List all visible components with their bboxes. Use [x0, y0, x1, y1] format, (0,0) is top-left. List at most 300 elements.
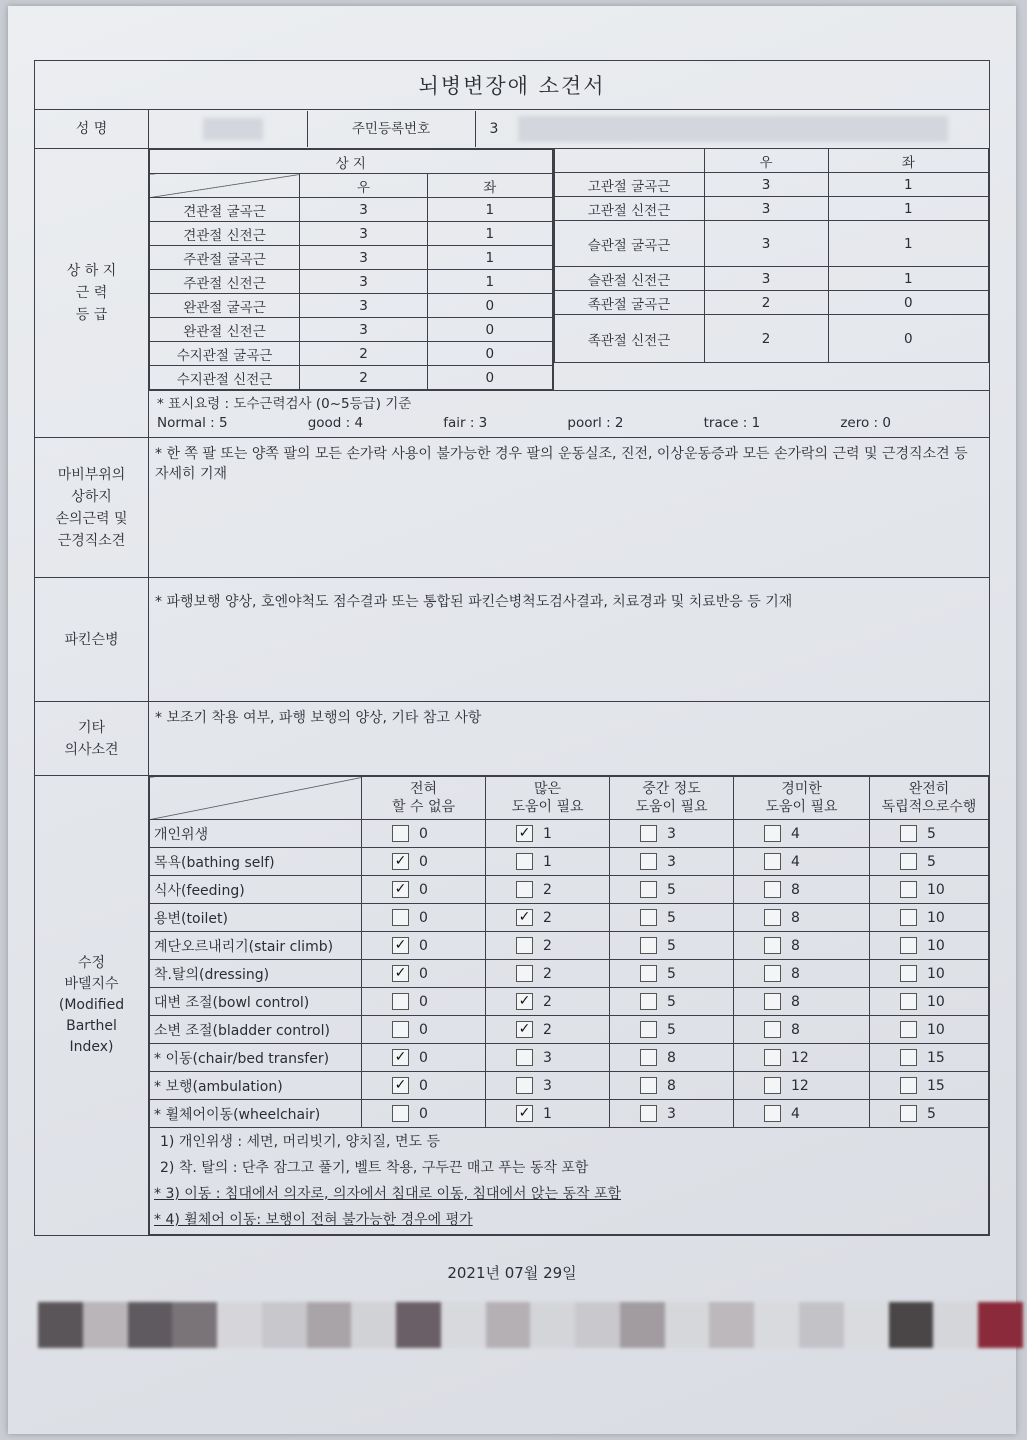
left-grade: 0: [828, 291, 989, 315]
score-value: 8: [791, 993, 800, 1010]
table-row: [150, 198, 553, 222]
score-checkbox[interactable]: [764, 1021, 781, 1038]
score-checkbox[interactable]: [764, 825, 781, 842]
right-grade: 3: [300, 318, 428, 342]
footnote-4: * 4) 휠체어 이동: 보행이 전혀 불가능한 경우에 평가: [154, 1212, 473, 1228]
score-checkbox[interactable]: [764, 853, 781, 870]
right-grade: 2: [300, 342, 428, 366]
strength-label-line3: 등 급: [75, 307, 108, 323]
score-value: 0: [419, 1077, 428, 1094]
score-cell: [362, 848, 486, 876]
lower-left-header: 좌: [828, 149, 989, 173]
joint-name: 족관절 굴곡근: [554, 291, 704, 315]
score-value: 3: [543, 1077, 552, 1094]
score-value: 10: [927, 993, 945, 1010]
scale-zero: zero : 0: [840, 415, 891, 431]
col-header-much-help: 많은 도움이 필요: [486, 777, 610, 820]
score-cell: [362, 932, 486, 960]
table-row: [554, 173, 989, 197]
right-grade: 2: [704, 315, 828, 363]
barthel-label-line3: (Modified: [58, 997, 125, 1013]
score-value: 12: [791, 1077, 809, 1094]
right-grade: 3: [704, 197, 828, 221]
score-value: 8: [791, 937, 800, 954]
score-checkbox[interactable]: [640, 881, 657, 898]
left-grade: 1: [428, 270, 553, 294]
other-label-line1: 기타: [77, 719, 106, 736]
table-row: [150, 960, 989, 988]
score-checkbox[interactable]: [900, 1021, 917, 1038]
score-checkbox[interactable]: ✓: [516, 1105, 533, 1122]
score-value: 2: [543, 881, 552, 898]
joint-name: 수지관절 신전근: [150, 366, 300, 390]
table-row: [150, 1044, 989, 1072]
col-header-independent: 완전히 독립적으로수행: [870, 777, 989, 820]
score-value: 0: [419, 1049, 428, 1066]
score-cell: [362, 904, 486, 932]
grading-scale: [149, 391, 989, 438]
score-checkbox[interactable]: [392, 993, 409, 1010]
table-row: [150, 270, 553, 294]
score-cell: [870, 1072, 989, 1100]
footnote-1: 1) 개인위생 : 세면, 머리빗기, 양치질, 면도 등: [160, 1134, 440, 1150]
scale-title: * 표시요령 : 도수근력검사 (0~5등급) 기준: [157, 396, 412, 412]
table-row: [554, 221, 989, 267]
joint-name: 완관절 신전근: [150, 318, 300, 342]
right-grade: 3: [300, 198, 428, 222]
barthel-label-line2: 바델지수: [64, 976, 119, 992]
score-cell: [870, 1044, 989, 1072]
score-value: 0: [419, 853, 428, 870]
score-value: 5: [667, 965, 676, 982]
score-cell: [610, 1100, 734, 1128]
score-checkbox[interactable]: [516, 1049, 533, 1066]
score-cell: [610, 876, 734, 904]
score-cell: [486, 848, 610, 876]
score-value: 8: [667, 1049, 676, 1066]
score-cell: [486, 820, 610, 848]
form-title: 뇌병변장애 소견서: [35, 61, 990, 110]
barthel-item-label: * 휠체어이동(wheelchair): [150, 1100, 362, 1128]
score-value: 5: [927, 1105, 936, 1122]
paralysis-label-line1: 마비부위의: [57, 466, 126, 483]
score-cell: [486, 876, 610, 904]
score-checkbox[interactable]: [640, 937, 657, 954]
barthel-label: [35, 776, 149, 1236]
score-checkbox[interactable]: [764, 1077, 781, 1094]
barthel-item-label: 대변 조절(bowl control): [150, 988, 362, 1016]
rrn-prefix: 3: [489, 121, 499, 137]
strength-label-line2: 근 력: [75, 285, 108, 301]
right-grade: 3: [300, 246, 428, 270]
score-checkbox[interactable]: [640, 825, 657, 842]
paralysis-label-line4: 근경직소견: [57, 532, 126, 549]
score-checkbox[interactable]: [392, 825, 409, 842]
scale-poor: poorl : 2: [567, 415, 624, 431]
score-cell: [362, 1044, 486, 1072]
score-checkbox[interactable]: ✓: [392, 1049, 409, 1066]
document-page: [8, 6, 1016, 1434]
score-value: 12: [791, 1049, 809, 1066]
left-grade: 1: [828, 173, 989, 197]
score-cell: [486, 1100, 610, 1128]
score-value: 5: [927, 825, 936, 842]
score-cell: [870, 988, 989, 1016]
upper-left-header: 좌: [428, 174, 553, 198]
score-checkbox[interactable]: [640, 909, 657, 926]
score-cell: [870, 848, 989, 876]
left-grade: 1: [428, 222, 553, 246]
barthel-item-label: * 이동(chair/bed transfer): [150, 1044, 362, 1072]
parkinson-label: 파킨슨병: [35, 578, 149, 702]
score-checkbox[interactable]: [764, 937, 781, 954]
score-checkbox[interactable]: ✓: [516, 1021, 533, 1038]
table-row: [150, 904, 989, 932]
lower-limb-table: [554, 149, 990, 363]
score-checkbox[interactable]: [640, 853, 657, 870]
scale-good: good : 4: [307, 415, 364, 431]
score-cell: [486, 960, 610, 988]
score-cell: [870, 1016, 989, 1044]
barthel-item-label: * 보행(ambulation): [150, 1072, 362, 1100]
score-value: 5: [667, 881, 676, 898]
score-value: 2: [543, 937, 552, 954]
form-table: [34, 60, 990, 1236]
score-checkbox[interactable]: [516, 1077, 533, 1094]
score-cell: [362, 1072, 486, 1100]
joint-name: 슬관절 굴곡근: [554, 221, 704, 267]
score-cell: [362, 876, 486, 904]
paralysis-note: * 한 쪽 팔 또는 양쪽 팔의 모든 손가락 사용이 불가능한 경우 팔의 운동실조, 진전, 이상운동증과 모든 손가락의 근력 및 근경직소견 등 자세히 기재: [149, 438, 990, 578]
table-row: [150, 222, 553, 246]
barthel-item-label: 계단오르내리기(stair climb): [150, 932, 362, 960]
score-value: 4: [791, 825, 800, 842]
document-date: 2021년 07월 29일: [447, 1264, 577, 1282]
table-row: [150, 988, 989, 1016]
score-cell: [734, 904, 870, 932]
score-cell: [734, 1044, 870, 1072]
table-row: [150, 848, 989, 876]
score-cell: [362, 988, 486, 1016]
left-grade: 1: [428, 198, 553, 222]
right-grade: 3: [704, 173, 828, 197]
score-cell: [486, 988, 610, 1016]
score-cell: [610, 988, 734, 1016]
paralysis-label-line3: 손의근력 및: [55, 510, 128, 527]
score-checkbox[interactable]: [900, 1077, 917, 1094]
score-cell: [870, 820, 989, 848]
score-checkbox[interactable]: [764, 965, 781, 982]
barthel-item-label: 개인위생: [150, 820, 362, 848]
score-cell: [362, 820, 486, 848]
score-cell: [870, 960, 989, 988]
score-cell: [486, 1044, 610, 1072]
score-checkbox[interactable]: [516, 937, 533, 954]
score-cell: [362, 960, 486, 988]
joint-name: 완관절 굴곡근: [150, 294, 300, 318]
score-cell: [486, 1072, 610, 1100]
right-grade: 3: [704, 221, 828, 267]
joint-name: 견관절 굴곡근: [150, 198, 300, 222]
name-value-redacted: [149, 111, 307, 147]
barthel-item-label: 용변(toilet): [150, 904, 362, 932]
score-cell: [610, 932, 734, 960]
score-checkbox[interactable]: [900, 965, 917, 982]
score-value: 4: [791, 1105, 800, 1122]
score-value: 8: [791, 1021, 800, 1038]
barthel-item-label: 식사(feeding): [150, 876, 362, 904]
score-checkbox[interactable]: [764, 881, 781, 898]
score-cell: [486, 904, 610, 932]
table-row: [150, 366, 553, 390]
score-value: 3: [667, 853, 676, 870]
paralysis-label-line2: 상하지: [71, 488, 112, 505]
score-checkbox[interactable]: [640, 993, 657, 1010]
score-value: 8: [791, 965, 800, 982]
right-grade: 3: [704, 267, 828, 291]
score-cell: [486, 1016, 610, 1044]
score-value: 5: [667, 993, 676, 1010]
score-checkbox[interactable]: ✓: [392, 937, 409, 954]
paralysis-label: [35, 438, 149, 578]
score-cell: [610, 904, 734, 932]
score-cell: [486, 932, 610, 960]
score-cell: [610, 1044, 734, 1072]
joint-name: 족관절 신전근: [554, 315, 704, 363]
score-cell: [734, 988, 870, 1016]
parkinson-note: * 파행보행 양상, 호엔야척도 점수결과 또는 통합된 파킨슨병척도검사결과, 치료경과 및 치료반응 등 기재: [149, 578, 990, 702]
redacted-signature-strip: [38, 1302, 1023, 1348]
score-checkbox[interactable]: [900, 1049, 917, 1066]
score-value: 0: [419, 1105, 428, 1122]
score-value: 0: [419, 937, 428, 954]
rrn-label: 주민등록번호: [307, 111, 475, 147]
score-value: 5: [667, 909, 676, 926]
score-value: 10: [927, 881, 945, 898]
score-cell: [734, 848, 870, 876]
score-checkbox[interactable]: [900, 881, 917, 898]
joint-name: 슬관절 신전근: [554, 267, 704, 291]
score-value: 2: [543, 1021, 552, 1038]
score-value: 2: [543, 965, 552, 982]
score-cell: [870, 932, 989, 960]
score-checkbox[interactable]: [764, 993, 781, 1010]
table-row: [150, 246, 553, 270]
scale-normal: Normal : 5: [157, 415, 228, 431]
score-value: 5: [667, 1021, 676, 1038]
right-grade: 2: [704, 291, 828, 315]
score-value: 15: [927, 1077, 945, 1094]
table-row: [150, 342, 553, 366]
right-grade: 2: [300, 366, 428, 390]
table-row: [554, 197, 989, 221]
score-cell: [734, 1100, 870, 1128]
score-value: 0: [419, 881, 428, 898]
score-value: 10: [927, 1021, 945, 1038]
score-checkbox[interactable]: [764, 1105, 781, 1122]
barthel-label-line4: Barthel: [66, 1018, 117, 1034]
table-row: [554, 315, 989, 363]
table-row: [150, 876, 989, 904]
score-checkbox[interactable]: [640, 1021, 657, 1038]
score-checkbox[interactable]: ✓: [392, 881, 409, 898]
other-opinion-note: * 보조기 착용 여부, 파행 보행의 양상, 기타 참고 사항: [149, 702, 990, 776]
score-value: 3: [543, 1049, 552, 1066]
score-checkbox[interactable]: ✓: [392, 965, 409, 982]
score-value: 2: [543, 993, 552, 1010]
joint-name: 고관절 굴곡근: [554, 173, 704, 197]
score-checkbox[interactable]: [392, 909, 409, 926]
col-header-moderate-help: 중간 정도 도움이 필요: [610, 777, 734, 820]
other-label-line2: 의사소견: [64, 741, 119, 758]
score-value: 8: [791, 909, 800, 926]
score-cell: [870, 904, 989, 932]
score-value: 0: [419, 909, 428, 926]
footnote-3: * 3) 이동 : 침대에서 의자로, 의자에서 침대로 이동, 침대에서 앉는 동작 포함: [154, 1186, 622, 1202]
right-grade: 3: [300, 270, 428, 294]
name-label: 성 명: [35, 110, 149, 149]
upper-limb-header: 상 지: [150, 150, 553, 174]
score-cell: [610, 848, 734, 876]
other-opinion-label: [35, 702, 149, 776]
joint-name: 주관절 굴곡근: [150, 246, 300, 270]
score-cell: [362, 1016, 486, 1044]
left-grade: 0: [428, 366, 553, 390]
score-value: 5: [927, 853, 936, 870]
strength-section-label: [35, 149, 149, 438]
barthel-item-label: 소변 조절(bladder control): [150, 1016, 362, 1044]
score-value: 1: [543, 1105, 552, 1122]
score-checkbox[interactable]: [640, 965, 657, 982]
score-checkbox[interactable]: [516, 881, 533, 898]
score-value: 0: [419, 1021, 428, 1038]
score-value: 5: [667, 937, 676, 954]
left-grade: 0: [428, 294, 553, 318]
score-value: 3: [667, 825, 676, 842]
left-grade: 1: [828, 267, 989, 291]
joint-name: 수지관절 굴곡근: [150, 342, 300, 366]
score-cell: [734, 820, 870, 848]
score-cell: [734, 876, 870, 904]
table-row: [150, 932, 989, 960]
score-checkbox[interactable]: [900, 825, 917, 842]
barthel-label-line5: Index): [69, 1039, 114, 1055]
right-grade: 3: [300, 222, 428, 246]
joint-name: 견관절 신전근: [150, 222, 300, 246]
score-checkbox[interactable]: [900, 993, 917, 1010]
score-checkbox[interactable]: [900, 1105, 917, 1122]
score-checkbox[interactable]: [900, 853, 917, 870]
right-grade: 3: [300, 294, 428, 318]
table-row: [150, 294, 553, 318]
rrn-value: [475, 111, 989, 147]
score-value: 10: [927, 965, 945, 982]
scale-trace: trace : 1: [703, 415, 761, 431]
score-checkbox[interactable]: ✓: [516, 825, 533, 842]
score-value: 15: [927, 1049, 945, 1066]
score-checkbox[interactable]: [900, 937, 917, 954]
col-header-minimal-help: 경미한 도움이 필요: [734, 777, 870, 820]
left-grade: 0: [428, 342, 553, 366]
table-row: [150, 1100, 989, 1128]
left-grade: 1: [828, 221, 989, 267]
score-cell: [610, 1072, 734, 1100]
score-checkbox[interactable]: [764, 909, 781, 926]
score-checkbox[interactable]: [516, 853, 533, 870]
score-value: 4: [791, 853, 800, 870]
barthel-label-line1: 수정: [77, 955, 106, 971]
barthel-item-label: 착.탈의(dressing): [150, 960, 362, 988]
score-value: 10: [927, 937, 945, 954]
joint-name: 주관절 신전근: [150, 270, 300, 294]
score-checkbox[interactable]: [516, 965, 533, 982]
table-row: [554, 291, 989, 315]
score-checkbox[interactable]: [392, 1021, 409, 1038]
score-checkbox[interactable]: [900, 909, 917, 926]
footnote-2: 2) 착. 탈의 : 단추 잠그고 풀기, 벨트 착용, 구두끈 매고 푸는 동작 포함: [160, 1160, 589, 1176]
score-checkbox[interactable]: ✓: [516, 909, 533, 926]
barthel-footnotes: [150, 1128, 989, 1235]
table-row: [150, 1072, 989, 1100]
joint-name: 고관절 신전근: [554, 197, 704, 221]
table-row: [554, 267, 989, 291]
score-value: 1: [543, 853, 552, 870]
score-cell: [610, 820, 734, 848]
table-row: [150, 318, 553, 342]
score-cell: [610, 1016, 734, 1044]
score-checkbox[interactable]: ✓: [516, 993, 533, 1010]
score-value: 0: [419, 825, 428, 842]
left-grade: 1: [828, 197, 989, 221]
score-checkbox[interactable]: ✓: [392, 1077, 409, 1094]
left-grade: 1: [428, 246, 553, 270]
barthel-table: [149, 776, 989, 1235]
score-checkbox[interactable]: ✓: [392, 853, 409, 870]
score-checkbox[interactable]: [640, 1105, 657, 1122]
score-value: 10: [927, 909, 945, 926]
score-value: 0: [419, 965, 428, 982]
score-value: 2: [543, 909, 552, 926]
score-cell: [734, 1072, 870, 1100]
scale-fair: fair : 3: [443, 415, 488, 431]
table-row: [150, 820, 989, 848]
disability-opinion-form: [34, 60, 990, 1236]
score-cell: [734, 960, 870, 988]
left-grade: 0: [428, 318, 553, 342]
score-cell: [734, 1016, 870, 1044]
score-value: 1: [543, 825, 552, 842]
left-grade: 0: [828, 315, 989, 363]
score-cell: [734, 932, 870, 960]
lower-right-header: 우: [704, 149, 828, 173]
score-cell: [870, 1100, 989, 1128]
col-header-unable: 전혀 할 수 없음: [362, 777, 486, 820]
score-cell: [362, 1100, 486, 1128]
score-cell: [870, 876, 989, 904]
score-checkbox[interactable]: [392, 1105, 409, 1122]
score-checkbox[interactable]: [764, 1049, 781, 1066]
score-value: 3: [667, 1105, 676, 1122]
score-value: 8: [667, 1077, 676, 1094]
upper-limb-table: [149, 149, 553, 390]
score-cell: [610, 960, 734, 988]
score-value: 0: [419, 993, 428, 1010]
score-checkbox[interactable]: [640, 1077, 657, 1094]
score-checkbox[interactable]: [640, 1049, 657, 1066]
score-value: 8: [791, 881, 800, 898]
strength-label-line1: 상 하 지: [66, 263, 117, 279]
table-row: [150, 1016, 989, 1044]
